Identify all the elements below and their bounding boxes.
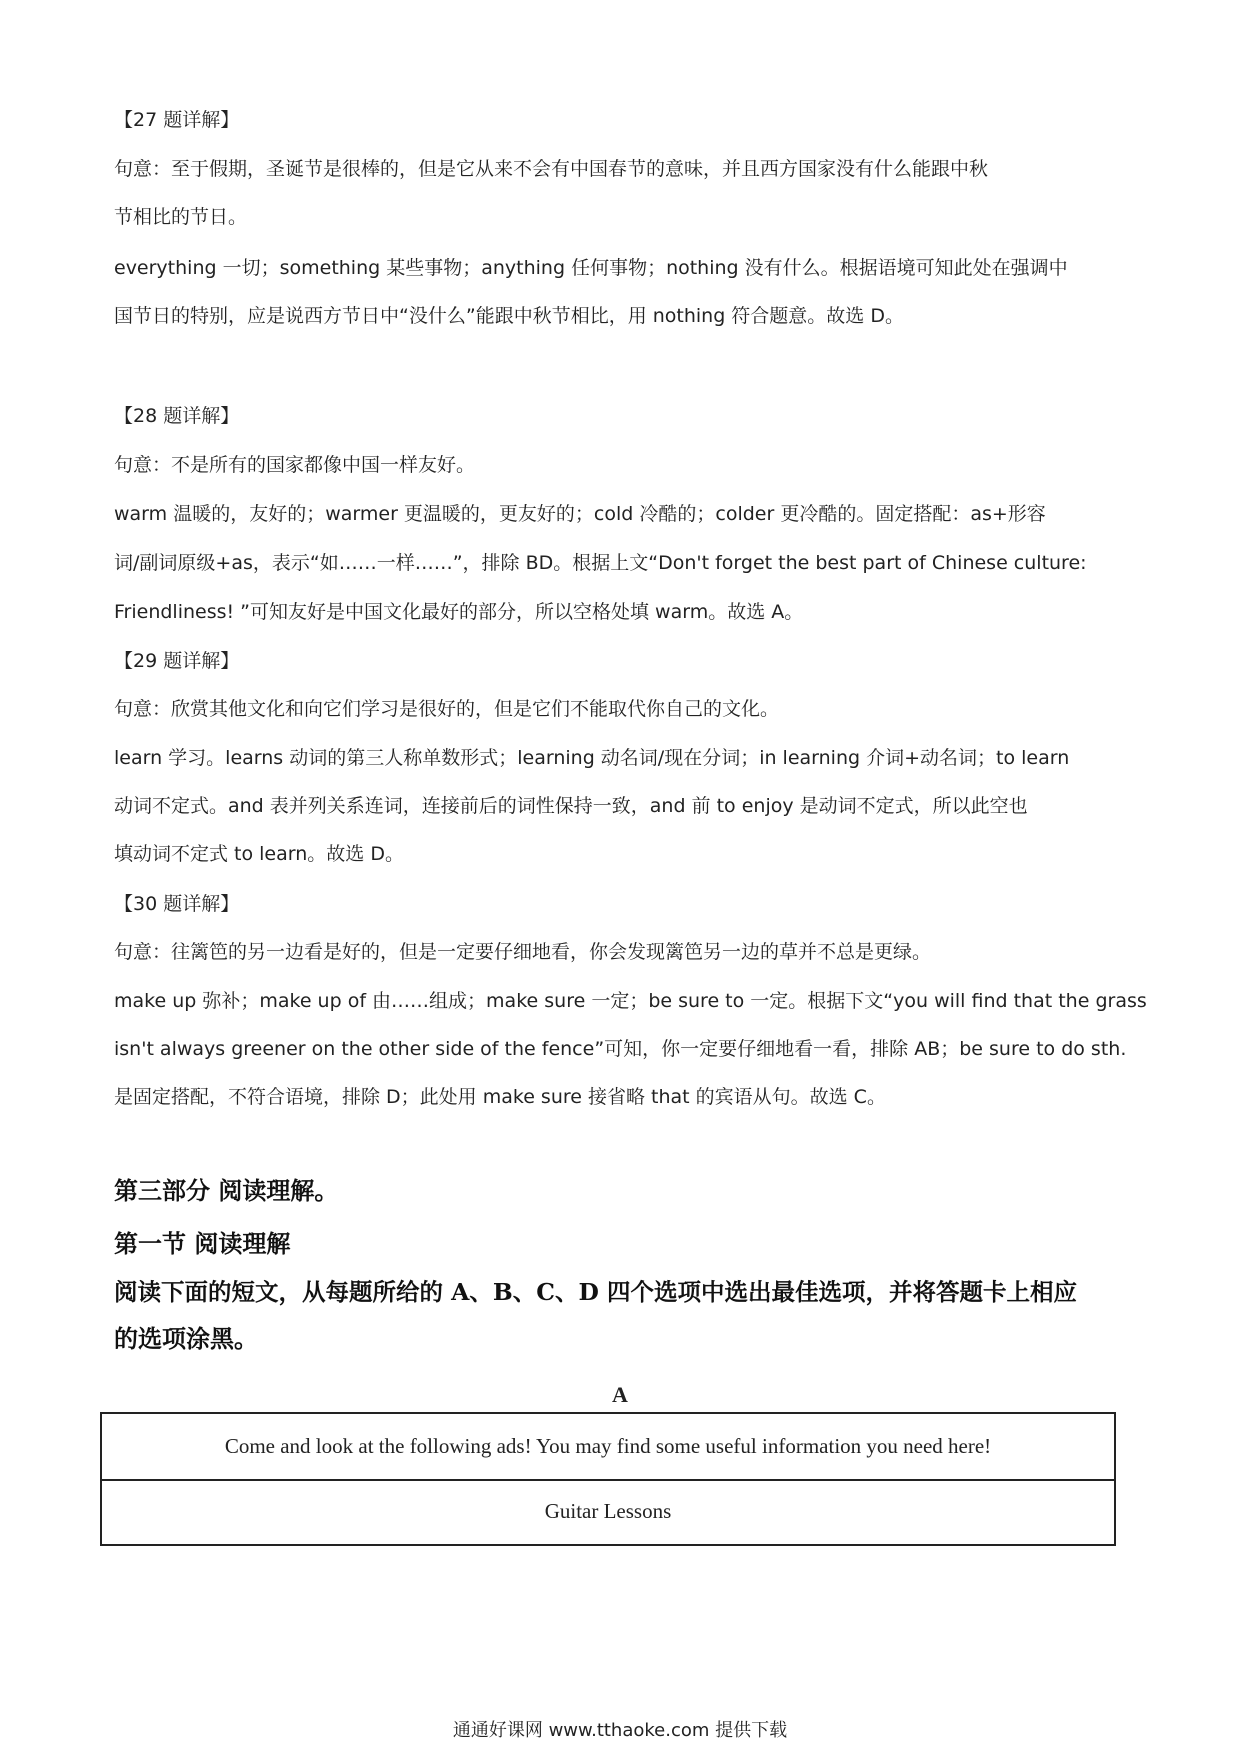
q30-line-3: isn't always greener on the other side of the fence”可知，你一定要仔细地看一看，排除 AB；be sure to do sth. bbox=[114, 1038, 1127, 1060]
q27-line-1: 句意：至于假期，圣诞节是很棒的，但是它从来不会有中国春节的意味，并且西方国家没有什么能跟中秋 bbox=[114, 158, 989, 180]
passage-label: A bbox=[612, 1382, 628, 1407]
q30-line-1: 句意：往篱笆的另一边看是好的，但是一定要仔细地看，你会发现篱笆另一边的草并不总是更绿。 bbox=[114, 941, 932, 963]
part3-instruction-2: 的选项涂黑。 bbox=[114, 1324, 258, 1353]
q29-line-4: 填动词不定式 to learn。故选 D。 bbox=[114, 843, 404, 865]
q28-line-4: Friendliness! ”可知友好是中国文化最好的部分，所以空格处填 warm。故选 A。 bbox=[114, 601, 804, 623]
ads-table bbox=[100, 1412, 1116, 1546]
part3-section: 第一节 阅读理解 bbox=[114, 1229, 291, 1258]
q30-line-4: 是固定搭配，不符合语境，排除 D；此处用 make sure 接省略 that 的宾语从句。故选 C。 bbox=[114, 1086, 886, 1108]
q29-line-1: 句意：欣赏其他文化和向它们学习是很好的，但是它们不能取代你自己的文化。 bbox=[114, 698, 780, 720]
ads-intro-row bbox=[102, 1414, 1114, 1481]
q29-line-2: learn 学习。learns 动词的第三人称单数形式；learning 动名词/现在分词；in learning 介词+动名词；to learn bbox=[114, 747, 1070, 769]
part3-title: 第三部分 阅读理解。 bbox=[114, 1176, 339, 1205]
q30-heading: 【30 题详解】 bbox=[114, 893, 240, 915]
q29-heading: 【29 题详解】 bbox=[114, 650, 240, 672]
q27-line-2: 节相比的节日。 bbox=[114, 206, 248, 228]
ads-intro-text: Come and look at the following ads! You may find some useful information you need here! bbox=[224, 1434, 992, 1458]
q27-line-4: 国节日的特别，应是说西方节日中“没什么”能跟中秋节相比，用 nothing 符合题意。故选 D。 bbox=[114, 305, 904, 327]
ads-title-text: Guitar Lessons bbox=[544, 1499, 672, 1523]
q30-line-2: make up 弥补；make up of 由……组成；make sure 一定；be sure to 一定。根据下文“you will find that the grass bbox=[114, 990, 1147, 1012]
q27-line-3: everything 一切；something 某些事物；anything 任何事物；nothing 没有什么。根据语境可知此处在强调中 bbox=[114, 257, 1068, 279]
page-footer: 通通好课网 www.tthaoke.com 提供下载 bbox=[452, 1720, 788, 1741]
q27-heading: 【27 题详解】 bbox=[114, 109, 240, 131]
q28-line-3: 词/副词原级+as，表示“如……一样……”，排除 BD。根据上文“Don't forget the best part of Chinese culture: bbox=[114, 552, 1087, 574]
part3-instruction-1: 阅读下面的短文，从每题所给的 A、B、C、D 四个选项中选出最佳选项，并将答题卡上相应 bbox=[114, 1278, 1078, 1306]
ads-title-row bbox=[102, 1479, 1114, 1544]
q29-line-3: 动词不定式。and 表并列关系连词，连接前后的词性保持一致，and 前 to enjoy 是动词不定式，所以此空也 bbox=[114, 795, 1028, 817]
q28-line-2: warm 温暖的，友好的；warmer 更温暖的，更友好的；cold 冷酷的；colder 更冷酷的。固定搭配：as+形容 bbox=[114, 503, 1046, 525]
q28-heading: 【28 题详解】 bbox=[114, 405, 240, 427]
q28-line-1: 句意：不是所有的国家都像中国一样友好。 bbox=[114, 454, 476, 476]
